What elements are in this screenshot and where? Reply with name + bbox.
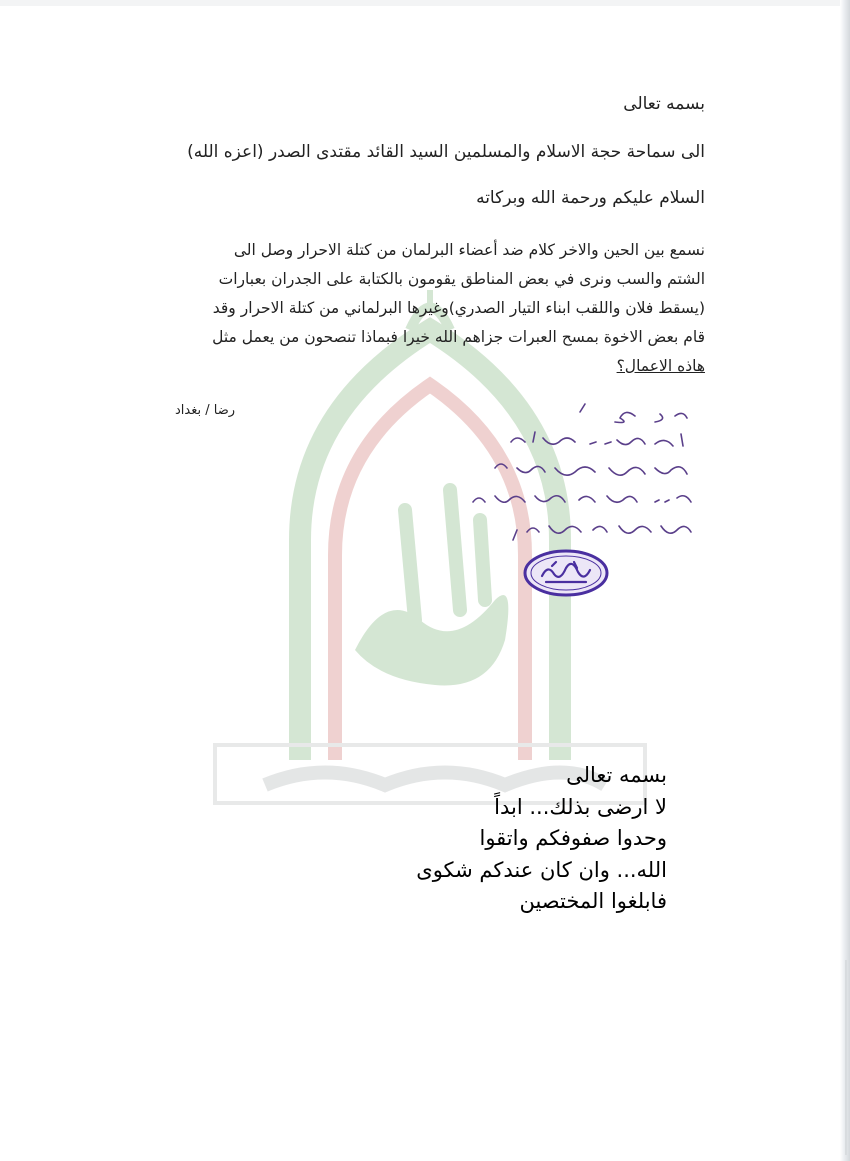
reply-transcription: [416, 760, 667, 918]
body-line: الشتم والسب ونرى في بعض المناطق يقومون بالكتابة على الجدران بعبارات: [218, 270, 705, 288]
letter-addressee: الى سماحة حجة الاسلام والمسلمين السيد القائد مقتدى الصدر (اعزه الله): [187, 142, 705, 162]
body-line: هاذه الاعمال؟: [616, 357, 705, 375]
scan-edge-top: [0, 0, 850, 6]
transcription-line: بسمه تعالى: [566, 763, 667, 787]
body-line: نسمع بين الحين والاخر كلام ضد أعضاء البرلمان من كتلة الاحرار وصل الى: [233, 241, 705, 259]
letter-body: [115, 236, 705, 381]
transcription-line: لا ارضى بذلك... ابداً: [494, 794, 667, 819]
letter-greeting: السلام عليكم ورحمة الله وبركاته: [476, 188, 705, 208]
scan-artifact-line: [845, 960, 847, 1155]
transcription-line: فابلغوا المختصين: [519, 889, 667, 913]
handwritten-reply: [455, 398, 715, 558]
letter-opening: بسمه تعالى: [623, 94, 705, 114]
body-line: قام بعض الاخوة بمسح العبرات جزاهم الله خيرا فبماذا تنصحون من يعمل مثل: [212, 328, 705, 346]
transcription-line: وحدوا صفوفكم واتقوا: [479, 826, 667, 850]
official-seal: [522, 548, 610, 598]
transcription-line: الله... وان كان عندكم شكوى: [416, 857, 667, 882]
body-line: (يسقط فلان واللقب ابناء التيار الصدري)وغيرها البرلماني من كتلة الاحرار وقد: [212, 299, 705, 317]
letter-signature: رضا / بغداد: [175, 403, 236, 418]
